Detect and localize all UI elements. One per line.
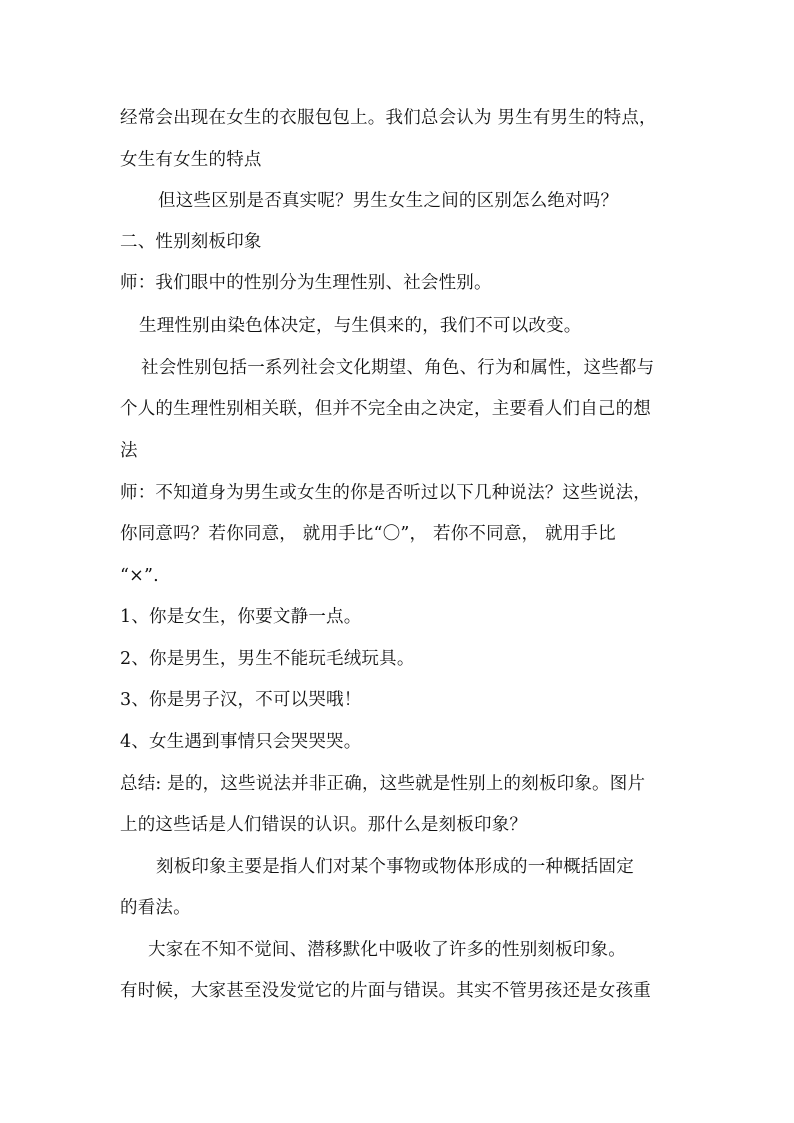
- text-line: 但这些区别是否真实呢？男生女生之间的区别怎么绝对吗？: [158, 191, 619, 211]
- text-line: 经常会出现在女生的衣服包包上。我们总会认为 男生有男生的特点，: [120, 108, 657, 128]
- text-line: 法: [120, 441, 138, 461]
- list-item: 2、你是男生，男生不能玩毛绒玩具。: [120, 649, 415, 669]
- text-line: 女生有女生的特点: [120, 150, 262, 170]
- text-line: “×”.: [120, 566, 159, 586]
- text-line: 师：我们眼中的性别分为生理性别、社会性别。: [120, 273, 492, 293]
- text-line: 你同意吗？若你同意， 就用手比“〇”， 若你不同意， 就用手比: [120, 524, 616, 544]
- text-line: 大家在不知不觉间、潜移默化中吸收了许多的性别刻板印象。: [148, 940, 626, 960]
- list-item: 1、你是女生，你要文静一点。: [120, 607, 362, 627]
- text-line: 师：不知道身为男生或女生的你是否听过以下几种说法？这些说法，: [120, 483, 651, 503]
- text-line: 生理性别由染色体决定，与生俱来的，我们不可以改变。: [139, 316, 582, 336]
- section-heading: 二、性别刻板印象: [120, 232, 262, 252]
- text-line: 总结: 是的，这些说法并非正确，这些就是性别上的刻板印象。图片: [120, 774, 646, 794]
- list-item: 4、女生遇到事情只会哭哭哭。: [120, 732, 362, 752]
- text-line: 上的这些话是人们错误的认识。那什么是刻板印象？: [120, 815, 528, 835]
- list-item: 3、你是男子汉，不可以哭哦！: [120, 690, 362, 710]
- text-line: 社会性别包括一系列社会文化期望、角色、行为和属性，这些都与: [141, 358, 655, 378]
- text-line: 刻板印象主要是指人们对某个事物或物体形成的一种概括固定: [156, 857, 634, 877]
- text-line: 有时候，大家甚至没发觉它的片面与错误。其实不管男孩还是女孩重: [120, 981, 651, 1001]
- text-line: 个人的生理性别相关联，但并不完全由之决定，主要看人们自己的想: [120, 399, 651, 419]
- text-line: 的看法。: [120, 898, 191, 918]
